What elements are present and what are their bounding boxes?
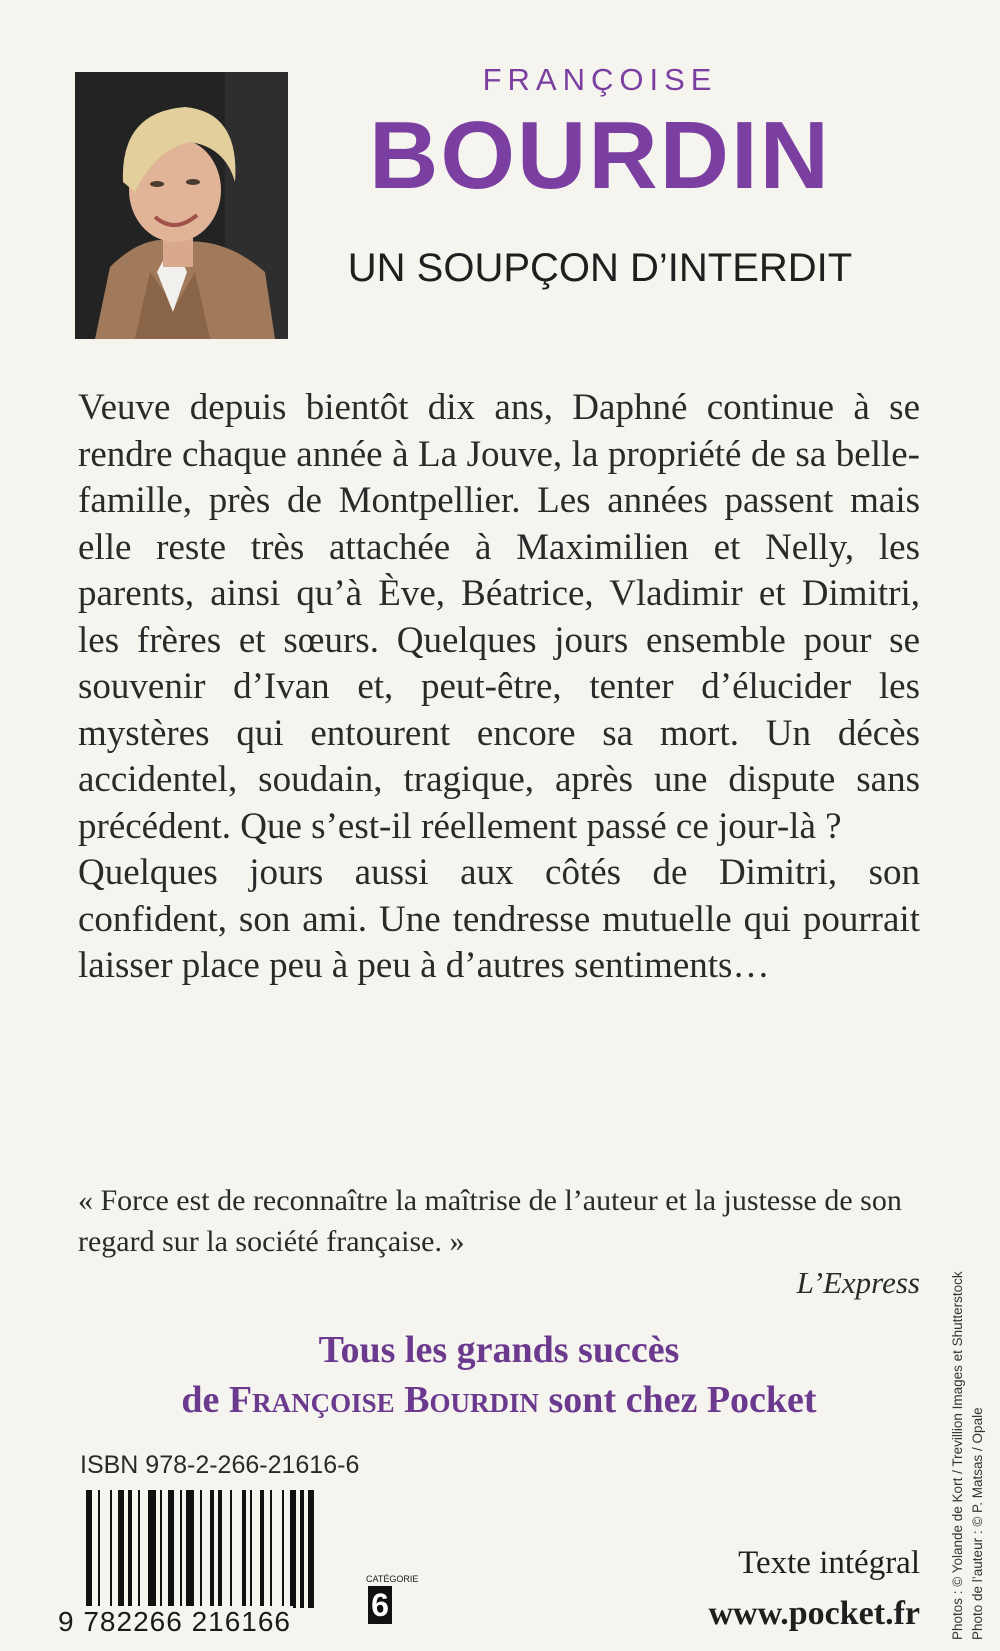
- press-quote: « Force est de reconnaître la maîtrise de l’auteur et la justesse de son regard sur la société française. »: [78, 1184, 902, 1258]
- barcode-bar: [186, 1490, 194, 1608]
- photo-credits: [948, 1120, 998, 1640]
- barcode-bar: [300, 1490, 304, 1608]
- barcode-bar: [290, 1490, 296, 1608]
- barcode-bar: [148, 1490, 156, 1608]
- publisher-website: www.pocket.fr: [708, 1595, 920, 1632]
- category-label: CATÉGORIE: [366, 1574, 419, 1584]
- author-photo: [75, 72, 288, 339]
- promo-line-2-prefix: de: [181, 1379, 229, 1421]
- barcode-bar: [308, 1490, 314, 1608]
- category-badge: 6: [368, 1586, 392, 1624]
- barcode-bar: [260, 1490, 264, 1608]
- synopsis: [78, 385, 920, 990]
- photo-credits-line-1: Photos : © Yolande de Kort / Trevillion Images et Shutterstock: [950, 1271, 965, 1640]
- barcode-bar: [160, 1490, 162, 1608]
- synopsis-paragraph-2: Quelques jours aussi aux côtés de Dimitri, son confident, son ami. Une tendresse mutuelle qui pourrait laisser place peu à peu à d’autres sentiments…: [78, 852, 920, 986]
- barcode-bar: [168, 1490, 174, 1608]
- barcode-bar: [180, 1490, 182, 1608]
- author-last-name: BOURDIN: [369, 102, 831, 209]
- barcode-bar: [110, 1490, 112, 1608]
- barcode-bar: [128, 1490, 132, 1608]
- author-first-name: FRANÇOISE: [482, 62, 718, 97]
- barcode-bar: [118, 1490, 124, 1608]
- promo-line-2: [78, 1375, 920, 1425]
- promo-line-1: Tous les grands succès: [318, 1329, 680, 1371]
- barcode-bar: [230, 1490, 232, 1608]
- promo-line-2-suffix: sont chez Pocket: [539, 1379, 817, 1421]
- barcode-bar: [138, 1490, 140, 1608]
- promo-banner: [78, 1325, 920, 1425]
- photo-credits-line-2: Photo de l’auteur : © P. Matsas / Opale: [970, 1407, 985, 1640]
- barcode-bar: [250, 1490, 252, 1608]
- press-quote-source: L’Express: [796, 1265, 920, 1300]
- barcode-bar: [242, 1490, 246, 1608]
- barcode-digits: 9 782266 216166: [58, 1606, 291, 1637]
- edition-note: Texte intégral: [738, 1545, 920, 1581]
- barcode-bar: [270, 1490, 272, 1608]
- promo-author-name: Françoise Bourdin: [228, 1379, 540, 1421]
- barcode-bar: [218, 1490, 222, 1608]
- synopsis-paragraph-1: Veuve depuis bientôt dix ans, Daphné continue à se rendre chaque année à La Jouve, la propriété de sa belle-famille, près de Montpellier. Les années passent mais elle reste très attachée à Maximilien et Nelly, les parents, ainsi qu’à Ève, Béatrice, Vladimir et Dimitri, les frères et sœurs. Quelques jours ensemble pour se souvenir d’Ivan et, peut-être, tenter d’élucider les mystères qui entourent encore sa mort. Un décès accidentel, soudain, tragique, après une dispute sans précédent. Que s’est-il réellement passé ce jour-là ?: [78, 387, 920, 847]
- book-title: UN SOUPÇON D’INTERDIT: [347, 246, 853, 290]
- barcode-bar: [282, 1490, 284, 1608]
- isbn: ISBN 978-2-266-21616-6: [80, 1451, 360, 1479]
